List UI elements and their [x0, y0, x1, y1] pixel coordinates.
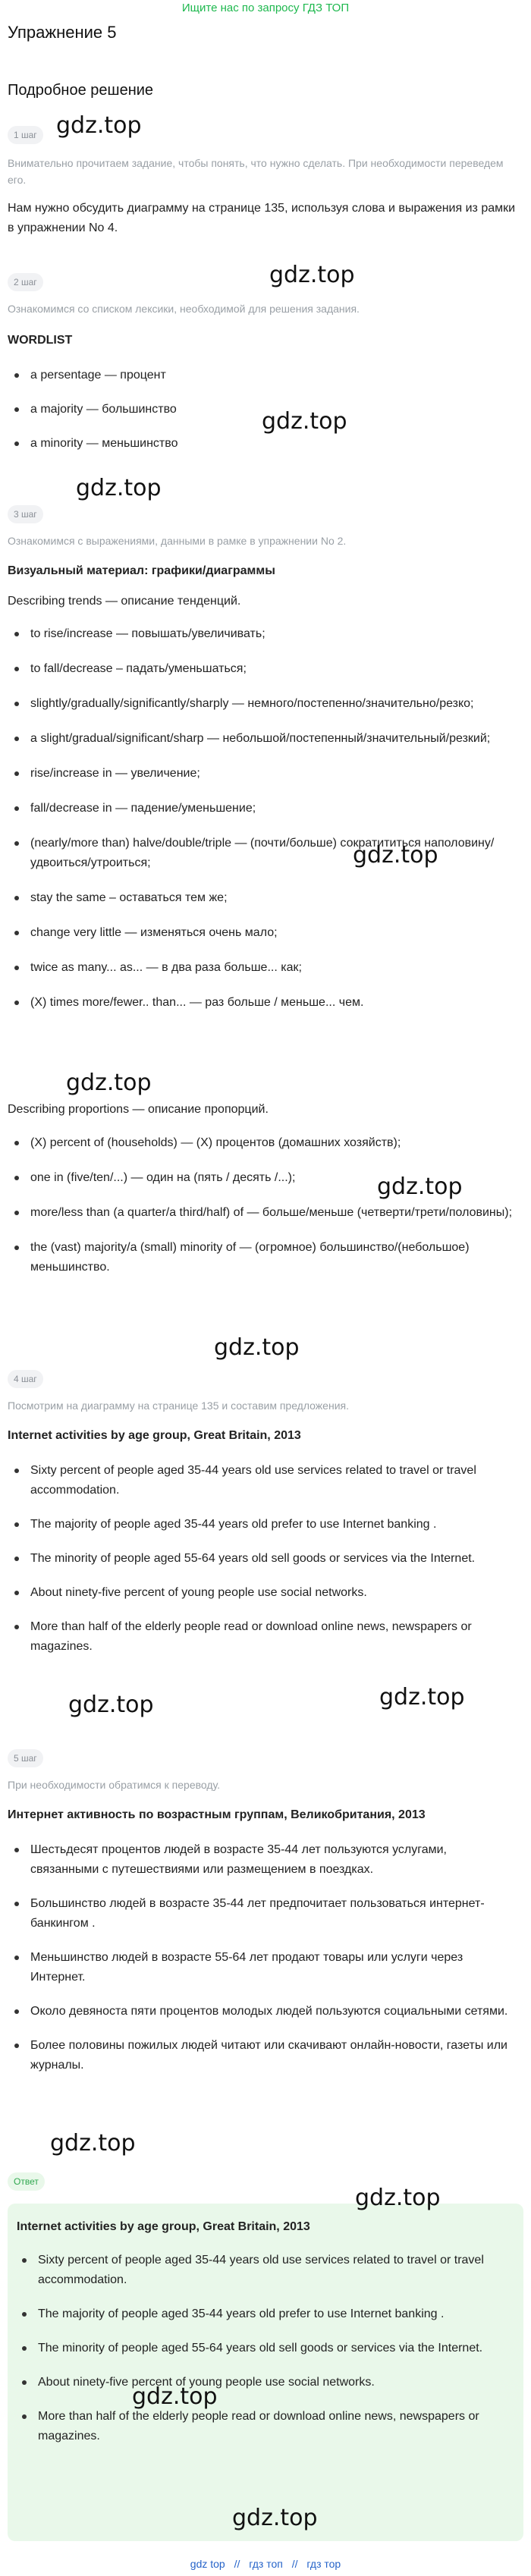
watermark: gdz.top: [132, 2383, 218, 2410]
list-item: Меньшинство людей в возрасте 55-64 лет продают товары или услуги через Интернет.: [0, 1948, 516, 1987]
footer-link-gdz-top[interactable]: gdz top: [190, 2558, 225, 2570]
list-item: More than half of the elderly people read or download online news, newspapers or magazines.: [0, 1617, 516, 1657]
list-item: About ninety-five percent of young people use social networks.: [8, 2373, 508, 2392]
footer-separator: //: [291, 2558, 298, 2570]
watermark: gdz.top: [355, 2185, 441, 2211]
list-item: Более половины пожилых людей читают или скачивают онлайн-новости, газеты или журналы.: [0, 2036, 516, 2075]
list-item: a slight/gradual/significant/sharp — небольшой/постепенный/значительный/резкий;: [0, 729, 516, 749]
watermark: gdz.top: [50, 2130, 136, 2157]
list-item: The majority of people aged 35-44 years old prefer to use Internet banking .: [8, 2304, 508, 2324]
step-badge: 3 шаг: [8, 505, 43, 523]
wordlist: [0, 366, 516, 468]
list-item: stay the same – оставаться тем же;: [0, 888, 516, 908]
top-banner[interactable]: Ищите нас по запросу ГДЗ ТОП: [181, 2, 350, 14]
list-item: to rise/increase — повышать/увеличивать;: [0, 624, 516, 644]
watermark: gdz.top: [262, 408, 347, 435]
step-hint: Посмотрим на диаграмму на странице 135 и составим предложения.: [8, 1400, 349, 1412]
answer-heading: Internet activities by age group, Great Britain, 2013: [17, 2220, 310, 2233]
step-hint: Ознакомимся со списком лексики, необходимой для решения задания.: [8, 303, 360, 315]
step-hint: Внимательно прочитаем задание, чтобы понять, что нужно сделать. При необходимости переведем его.: [8, 157, 504, 186]
watermark: gdz.top: [56, 112, 142, 139]
section-subheading: Describing proportions — описание пропорций.: [8, 1103, 269, 1116]
step-badge: 5 шаг: [8, 1749, 43, 1767]
watermark: gdz.top: [269, 262, 355, 288]
footer: [0, 2552, 531, 2576]
list-item: Sixty percent of people aged 35-44 years old use services related to travel or travel accommodation.: [0, 1461, 516, 1500]
answer-list: [8, 2251, 508, 2461]
list-item: Около девяноста пяти процентов молодых людей пользуются социальными сетями.: [0, 2002, 516, 2022]
watermark: gdz.top: [214, 1334, 300, 1361]
list-item: fall/decrease in — падение/уменьшение;: [0, 799, 516, 818]
list-item: rise/increase in — увеличение;: [0, 764, 516, 784]
exercise-title: Упражнение 5: [8, 23, 117, 42]
watermark: gdz.top: [377, 1173, 463, 1200]
step-hint: Ознакомимся с выражениями, данными в рамке в упражнении No 2.: [8, 535, 347, 547]
list-item: The minority of people aged 55-64 years old sell goods or services via the Internet.: [8, 2339, 508, 2358]
list-item: more/less than (a quarter/a third/half) of — больше/меньше (четверти/трети/половины);: [0, 1203, 516, 1223]
step-badge: 2 шаг: [8, 273, 43, 291]
list-item: Sixty percent of people aged 35-44 years old use services related to travel or travel accommodation.: [8, 2251, 508, 2290]
list-item: twice as many... as... — в два раза больше... как;: [0, 958, 516, 978]
watermark: gdz.top: [66, 1070, 152, 1096]
section-heading: Internet activities by age group, Great Britain, 2013: [8, 1429, 301, 1442]
footer-link-gdz-tor[interactable]: гдз тор: [306, 2558, 341, 2570]
translation-list: [0, 1840, 516, 2090]
watermark: gdz.top: [76, 475, 162, 501]
footer-link-gdz-top-ru[interactable]: гдз топ: [249, 2558, 283, 2570]
list-item: a persentage — процент: [0, 366, 516, 385]
section-heading: Интернет активность по возрастным группам, Великобритания, 2013: [8, 1808, 426, 1821]
step-badge: 1 шаг: [8, 126, 43, 144]
watermark: gdz.top: [232, 2505, 318, 2531]
proportions-list: [0, 1133, 516, 1293]
watermark: gdz.top: [379, 1684, 465, 1711]
list-item: a minority — меньшинство: [0, 434, 516, 454]
step-badge: 4 шаг: [8, 1370, 43, 1388]
answer-badge: Ответ: [8, 2172, 45, 2191]
section-subheading: Describing trends — описание тенденций.: [8, 595, 241, 608]
watermark: gdz.top: [68, 1692, 154, 1718]
wordlist-heading: WORDLIST: [8, 334, 73, 347]
list-item: a majority — большинство: [0, 400, 516, 419]
watermark: gdz.top: [353, 842, 438, 869]
list-item: slightly/gradually/significantly/sharply — немного/постепенно/значительно/резко;: [0, 694, 516, 714]
list-item: Большинство людей в возрасте 35-44 лет предпочитает пользоваться интернет-банкингом .: [0, 1894, 516, 1934]
sentences-list: [0, 1461, 516, 1671]
section-heading: Визуальный материал: графики/диаграммы: [8, 564, 275, 577]
list-item: The minority of people aged 55-64 years old sell goods or services via the Internet.: [0, 1549, 516, 1569]
list-item: (nearly/more than) halve/double/triple — (почти/больше) сократититься наполовину/удвоиться/утроиться;: [0, 834, 516, 873]
list-item: (X) percent of (households) — (X) процентов (домашних хозяйств);: [0, 1133, 516, 1153]
step-hint: При необходимости обратимся к переводу.: [8, 1779, 221, 1791]
trends-list: [0, 624, 516, 1028]
solution-title: Подробное решение: [8, 82, 154, 99]
list-item: Шестьдесят процентов людей в возрасте 35-44 лет пользуются услугами, связанными с путешествиями или размещением в поездках.: [0, 1840, 516, 1880]
list-item: About ninety-five percent of young people use social networks.: [0, 1583, 516, 1603]
list-item: More than half of the elderly people read or download online news, newspapers or magazines.: [8, 2407, 508, 2446]
list-item: to fall/decrease – падать/уменьшаться;: [0, 659, 516, 679]
list-item: one in (five/ten/...) — один на (пять / десять /...);: [0, 1168, 516, 1188]
list-item: change very little — изменяться очень мало;: [0, 923, 516, 943]
step-text: Нам нужно обсудить диаграмму на странице 135, используя слова и выражения из рамки в упражнении No 4.: [8, 202, 516, 234]
list-item: (X) times more/fewer.. than... — раз больше / меньше... чем.: [0, 993, 516, 1013]
footer-separator: //: [234, 2558, 240, 2570]
answer-box: [8, 2204, 523, 2541]
list-item: The majority of people aged 35-44 years old prefer to use Internet banking .: [0, 1515, 516, 1535]
list-item: the (vast) majority/a (small) minority of — (огромное) большинство/(небольшое) меньшинство.: [0, 1238, 516, 1277]
